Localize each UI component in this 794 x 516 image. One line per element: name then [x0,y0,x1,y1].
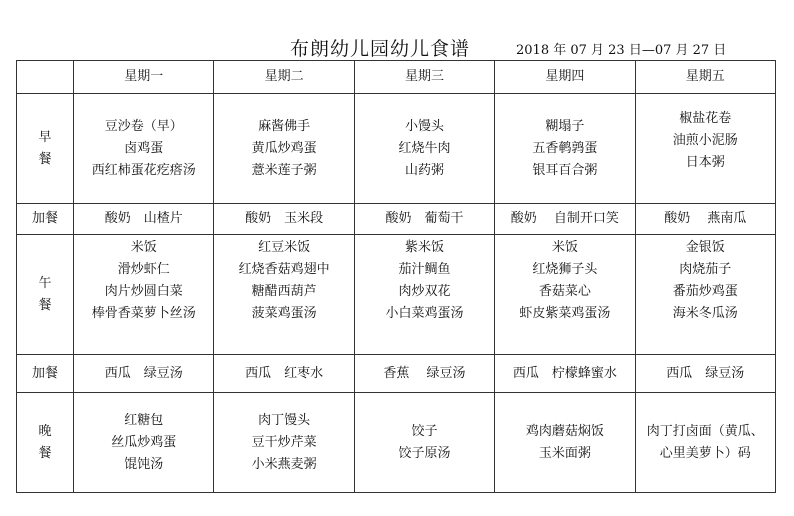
dish: 鸡肉蘑菇焖饭 [525,423,604,439]
breakfast-label [17,94,74,204]
dish: 番茄炒鸡蛋 [672,284,738,299]
lunch-label [17,235,74,355]
dish: 糊塌子 [545,118,585,134]
dish: 菠菜鸡蛋汤 [251,306,317,321]
dish: 金银饭 [685,240,725,255]
snack-tue: 酸奶 玉米段 [214,204,354,235]
lunch-mon [74,235,214,355]
dish: 银耳百合粥 [532,162,598,178]
dish: 肉丁馒头 [258,412,311,428]
day-header-thu: 星期四 [495,61,635,94]
dish: 豆干炒芹菜 [251,434,317,450]
dish: 红糖包 [124,412,164,428]
corner-cell [17,61,74,94]
dinner-row [17,393,776,493]
dish: 香菇菜心 [538,284,591,299]
dish: 米饭 [551,240,578,255]
dish: 麻酱佛手 [258,118,311,134]
dish: 丝瓜炒鸡蛋 [111,434,177,450]
dish: 滑炒虾仁 [117,262,170,277]
dish: 日本粥 [685,155,725,170]
breakfast-label-char: 餐 [38,151,52,167]
snack-mon: 西瓜 绿豆汤 [74,355,214,393]
dish: 油煎小泥肠 [672,133,738,148]
dish: 西红柿蛋花疙瘩汤 [91,162,196,178]
dish: 玉米面粥 [538,445,591,461]
day-header-wed: 星期三 [354,61,494,94]
lunch-label-char: 午 [38,275,52,291]
dish: 棒骨香菜萝卜丝汤 [91,306,196,321]
lunch-thu [495,235,635,355]
dish: 饺子原汤 [398,445,451,461]
dish: 肉炒双花 [398,284,451,299]
day-header-tue: 星期二 [214,61,354,94]
dish: 茄汁鲷鱼 [398,262,451,277]
page-title: 布朗幼儿园幼儿食谱 [290,38,471,60]
snack-row-afternoon [17,355,776,393]
lunch-fri [635,235,775,355]
dish: 肉片炒圆白菜 [104,284,183,299]
dinner-label [17,393,74,493]
breakfast-thu [495,94,635,204]
dish: 饺子 [411,423,438,439]
dinner-tue [214,393,354,493]
snack-label: 加餐 [17,204,74,235]
dish: 黄瓜炒鸡蛋 [251,140,317,156]
dish: 五香鹌鹑蛋 [532,140,598,156]
snack-tue: 西瓜 红枣水 [214,355,354,393]
dish: 海米冬瓜汤 [672,306,738,321]
breakfast-wed [354,94,494,204]
dish: 馄饨汤 [124,456,164,472]
lunch-tue [214,235,354,355]
dish: 米饭 [130,240,157,255]
dish: 薏米莲子粥 [251,162,317,178]
dish: 肉丁打卤面（黄瓜、心里美萝卜）码 [646,423,764,461]
dish: 糖醋西葫芦 [251,284,317,299]
dish: 小馒头 [404,118,444,134]
snack-row-morning [17,204,776,235]
dinner-label-char: 餐 [38,445,52,461]
lunch-wed [354,235,494,355]
dinner-label-char: 晚 [38,423,52,439]
snack-fri: 西瓜 绿豆汤 [635,355,775,393]
dish: 小米燕麦粥 [251,456,317,472]
dish: 虾皮紫菜鸡蛋汤 [519,306,611,321]
dish: 椒盐花卷 [679,111,732,126]
dish: 肉烧茄子 [679,262,732,277]
day-header-fri: 星期五 [635,61,775,94]
dinner-fri [635,393,775,493]
dish: 小白菜鸡蛋汤 [385,306,464,321]
dish: 山药粥 [404,162,444,178]
lunch-row [17,235,776,355]
dish: 红烧狮子头 [532,262,598,277]
dinner-thu [495,393,635,493]
snack-thu: 西瓜 柠檬蜂蜜水 [495,355,635,393]
dish: 红烧香菇鸡翅中 [238,262,330,277]
breakfast-fri [635,94,775,204]
menu-table [16,60,776,493]
snack-mon: 酸奶 山楂片 [74,204,214,235]
date-range: 2018 年 07 月 23 日—07 月 27 日 [516,43,727,58]
snack-fri: 酸奶 燕南瓜 [635,204,775,235]
snack-label: 加餐 [17,355,74,393]
breakfast-tue [214,94,354,204]
dinner-wed [354,393,494,493]
dinner-mon [74,393,214,493]
day-header-mon: 星期一 [74,61,214,94]
breakfast-row [17,94,776,204]
breakfast-label-char: 早 [38,129,52,145]
dish: 紫米饭 [404,240,444,255]
dish: 卤鸡蛋 [124,140,164,156]
dish: 红豆米饭 [258,240,311,255]
dish: 红烧牛肉 [398,140,451,156]
breakfast-mon [74,94,214,204]
lunch-label-char: 餐 [38,297,52,313]
header-row [17,61,776,94]
snack-wed: 酸奶 葡萄干 [354,204,494,235]
snack-wed: 香蕉 绿豆汤 [354,355,494,393]
snack-thu: 酸奶 自制开口笑 [495,204,635,235]
dish: 豆沙卷（早） [104,118,183,134]
